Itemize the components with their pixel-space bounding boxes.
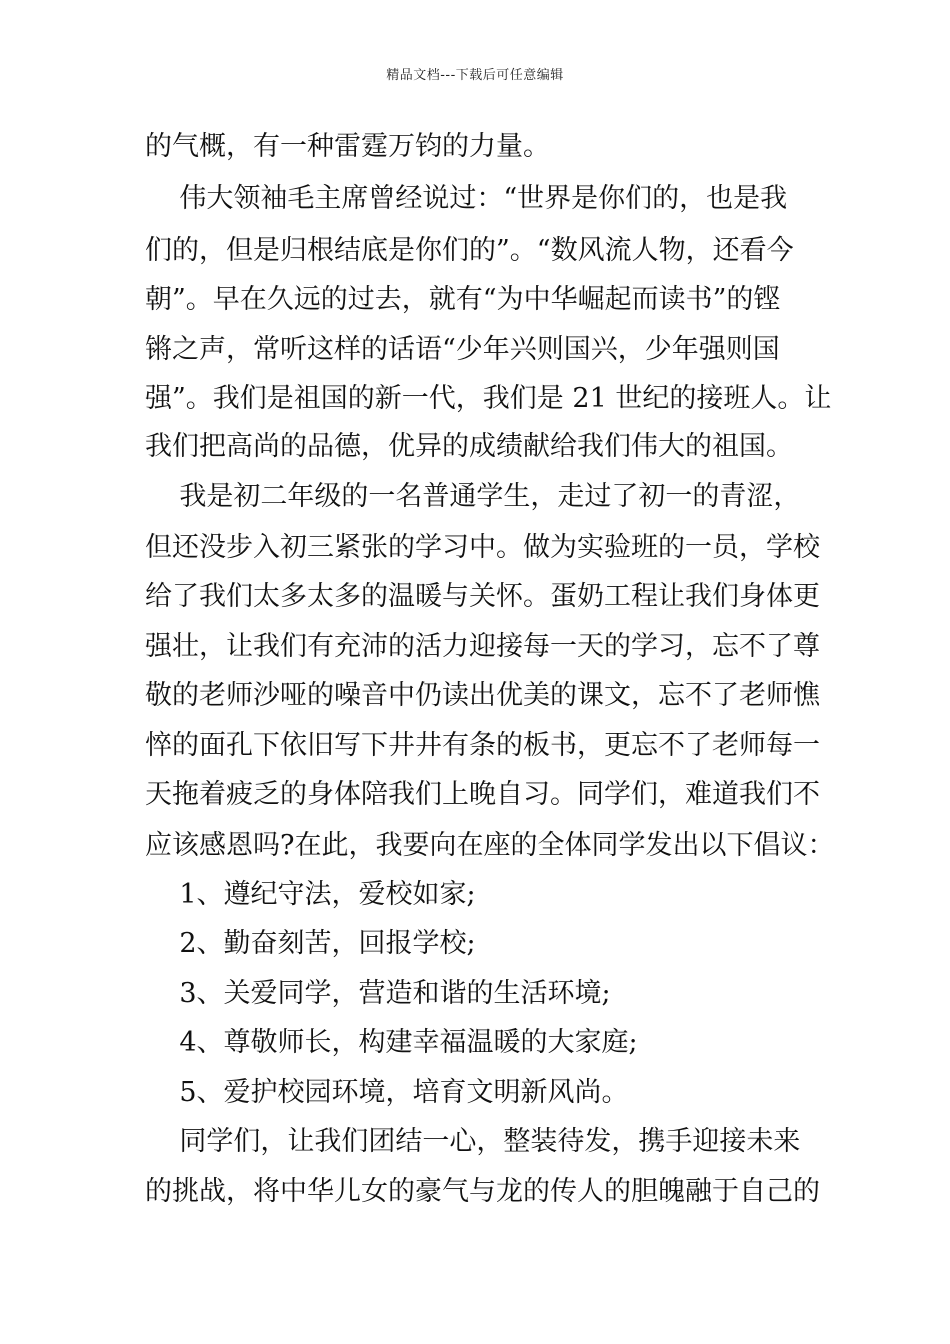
body-line: 朝”。早在久远的过去，就有“为中华崛起而读书”的铿: [145, 284, 781, 315]
body-line: 给了我们太多太多的温暖与关怀。蛋奶工程让我们身体更: [145, 581, 820, 612]
body-line: 天拖着疲乏的身体陪我们上晚自习。同学们，难道我们不: [145, 779, 820, 810]
body-line: 强壮，让我们有充沛的活力迎接每一天的学习，忘不了尊: [145, 631, 820, 662]
proposal-item: 1、遵纪守法，爱校如家;: [145, 879, 476, 910]
body-line: 但还没步入初三紧张的学习中。做为实验班的一员，学校: [145, 532, 820, 563]
proposal-item: 5、爱护校园环境，培育文明新风尚。: [145, 1077, 629, 1108]
body-line: 强”。我们是祖国的新一代，我们是 21 世纪的接班人。让: [145, 383, 832, 414]
body-line: 们的，但是归根结底是你们的”。“数风流人物，还看今: [145, 235, 794, 266]
body-line: 锵之声，常听这样的话语“少年兴则国兴，少年强则国: [145, 334, 780, 365]
body-line: 同学们，让我们团结一心，整装待发，携手迎接未来: [145, 1126, 801, 1157]
body-line: 的气概，有一种雷霆万钧的力量。: [145, 131, 550, 162]
body-line: 敬的老师沙哑的噪音中仍读出优美的课文，忘不了老师憔: [145, 680, 820, 711]
proposal-item: 3、关爱同学，营造和谐的生活环境;: [145, 978, 611, 1009]
proposal-item: 4、尊敬师长，构建幸福温暖的大家庭;: [145, 1027, 638, 1058]
body-line: 应该感恩吗?在此，我要向在座的全体同学发出以下倡议：: [145, 830, 835, 861]
proposal-item: 2、勤奋刻苦，回报学校;: [145, 928, 476, 959]
body-line: 我们把高尚的品德，优异的成绩献给我们伟大的祖国。: [145, 431, 793, 462]
body-line: 的挑战，将中华儿女的豪气与龙的传人的胆魄融于自己的: [145, 1176, 820, 1207]
body-line: 悴的面孔下依旧写下井井有条的板书，更忘不了老师每一: [145, 730, 820, 761]
body-line: 伟大领袖毛主席曾经说过：“世界是你们的，也是我: [145, 183, 788, 214]
body-line: 我是初二年级的一名普通学生，走过了初一的青涩，: [145, 481, 801, 512]
page-header: 精品文档---下载后可任意编辑: [386, 68, 564, 83]
